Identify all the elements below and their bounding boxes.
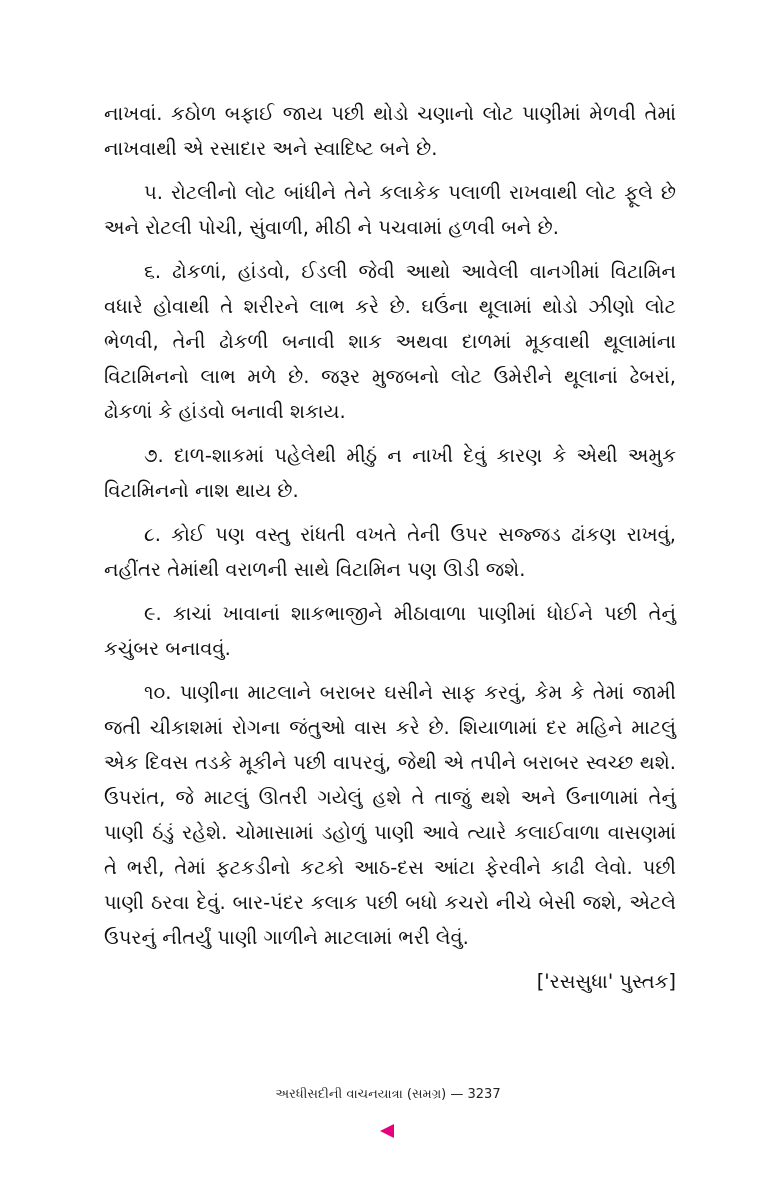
page-footer: અરધીસદીની વાચનયાત્રા (સમગ્ર) — 3237 xyxy=(275,1087,501,1102)
page-body xyxy=(104,96,676,999)
paragraph-item-7: ૭. દાળ-શાકમાં પહેલેથી મીઠું ન નાખી દેવું કારણ કે એથી અમુક વિટામિનનો નાશ થાય છે. xyxy=(104,444,676,502)
paragraph-item-8: ૮. કોઈ પણ વસ્તુ રાંધતી વખતે તેની ઉપર સજ્જડ ઢાંકણ રાખવું, નહીંતર તેમાંથી વરાળની સાથે વિટામિન પણ ઊડી જશે. xyxy=(104,523,676,581)
paragraph-item-9: ૯. કાચાં ખાવાનાં શાકભાજીને મીઠાવાળા પાણીમાં ધોઈને પછી તેનું કચુંબર બનાવવું. xyxy=(104,602,676,660)
paragraph-item-10: ૧૦. પાણીના માટલાને બરાબર ઘસીને સાફ કરવું, કેમ કે તેમાં જામી જતી ચીકાશમાં રોગના જંતુઓ વાસ કરે છે. શિયાળામાં દર મહિને માટલું એક દિવસ તડકે મૂકીને પછી વાપરવું, જેથી એ તપીને બરાબર સ્વચ્છ થશે. ઉપરાંત, જે માટલું ઊતરી ગયેલું હશે તે તાજું થશે અને ઉનાળામાં તેનું પાણી ઠંડું રહેશે. ચોમાસામાં ડહોળું પાણી આવે ત્યારે કલાઈવાળા વાસણમાં તે ભરી, તેમાં ફટકડીનો કટકો આઠ-દસ આંટા ફેરવીને કાઢી લેવો. પછી પાણી ઠરવા દેવું. બાર-પંદર કલાક પછી બધો કચરો નીચે બેસી જશે, એટલે ઉપરનું નીતર્યું પાણી ગાળીને માટલામાં ભરી લેવું. xyxy=(104,681,676,949)
paragraph-item-5: ૫. રોટલીનો લોટ બાંધીને તેને કલાકેક પલાળી રાખવાથી લોટ ફૂલે છે અને રોટલી પોચી, સુંવાળી, મીઠી ને પચવામાં હળવી બને છે. xyxy=(104,181,676,239)
paragraph-item-6: ૬. ઢોકળાં, હાંડવો, ઈડલી જેવી આથો આવેલી વાનગીમાં વિટામિન વધારે હોવાથી તે શરીરને લાભ કરે છે. ઘઉંના થૂલામાં થોડો ઝીણો લોટ ભેળવી, તેની ઢોકળી બનાવી શાક અથવા દાળમાં મૂકવાથી થૂલામાંના વિટામિનનો લાભ મળે છે. જરૂર મુજબનો લોટ ઉમેરીને થૂલાનાં ઢેબરાં, ઢોકળાં કે હાંડવો બનાવી શકાય. xyxy=(104,260,676,423)
paragraph-continuation: નાખવાં. કઠોળ બફાઈ જાય પછી થોડો ચણાનો લોટ પાણીમાં મેળવી તેમાં નાખવાથી એ રસાદાર અને સ્વાદિષ્ટ બને છે. xyxy=(104,102,676,160)
previous-page-arrow-icon[interactable] xyxy=(380,1124,394,1138)
source-citation: ['રસસુધા' પુસ્તક] xyxy=(536,970,676,993)
